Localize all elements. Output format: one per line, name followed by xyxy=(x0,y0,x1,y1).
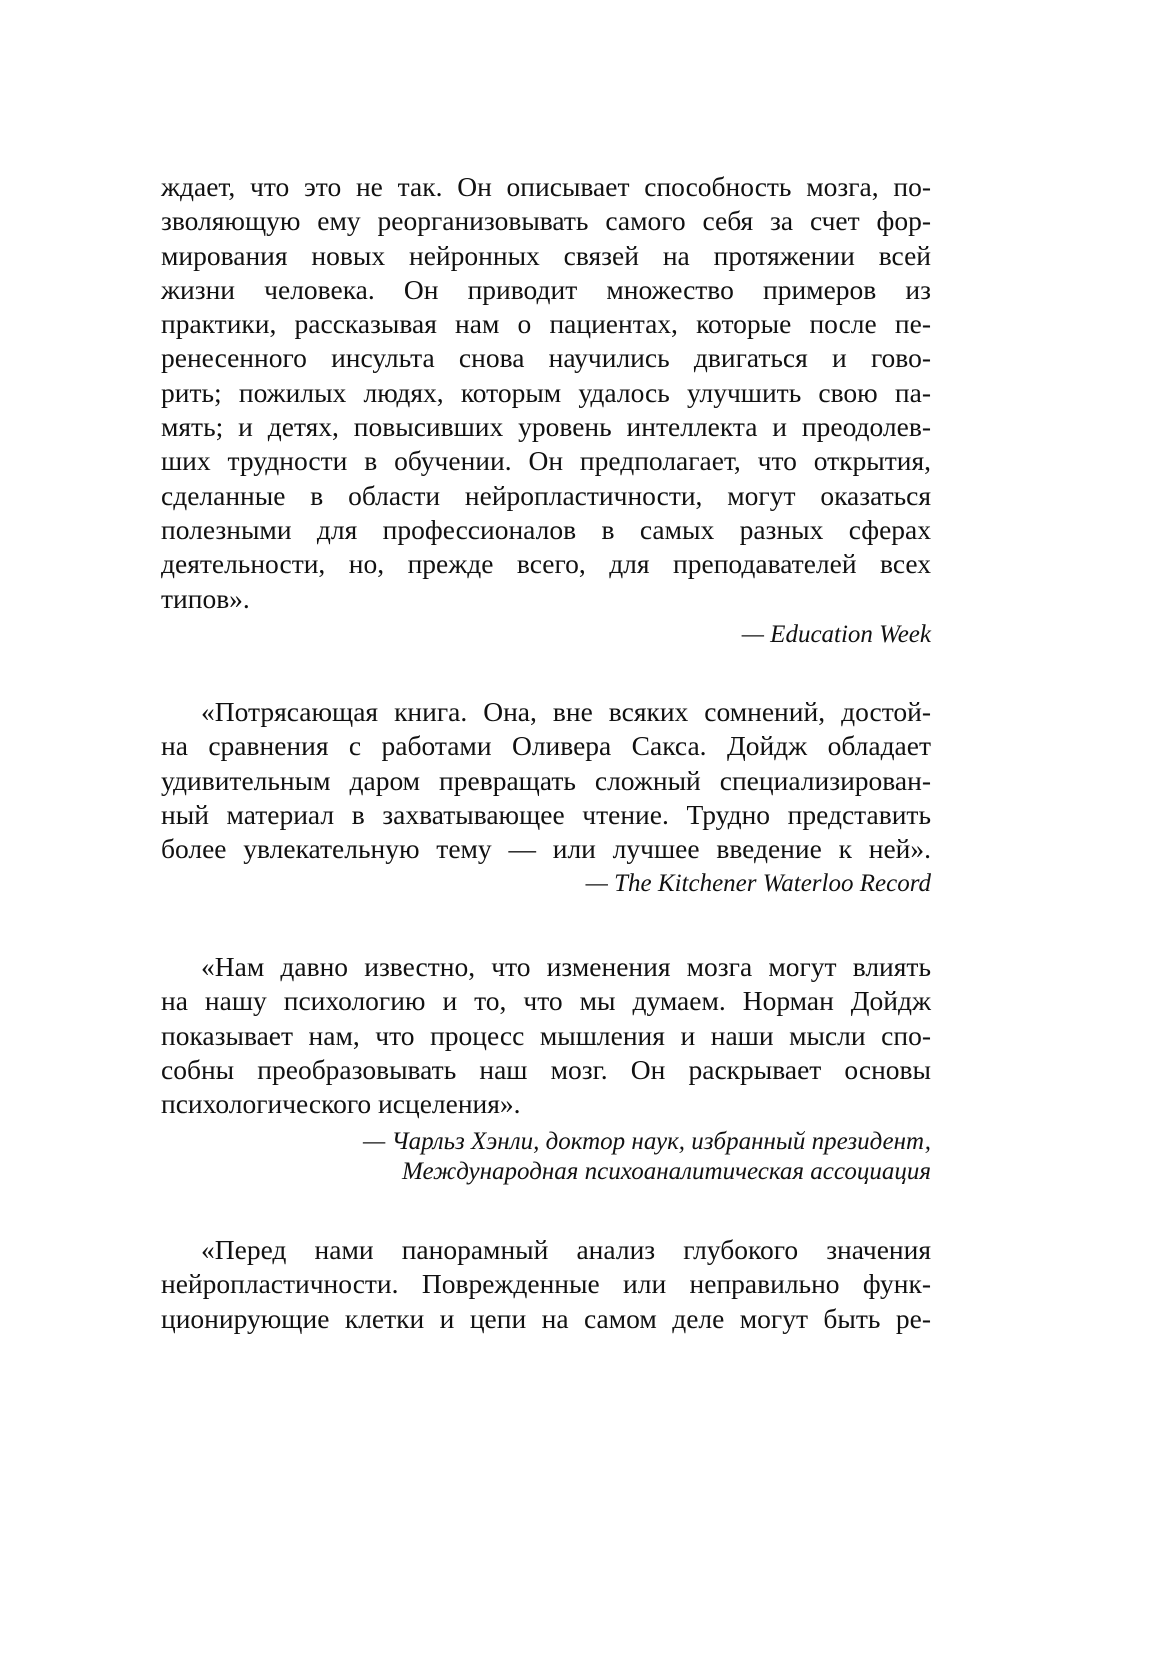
text-line: жизни человека. Он приводит множество примеров из xyxy=(161,273,931,305)
text-line: «Нам давно известно, что изменения мозга могут влиять xyxy=(201,951,931,982)
quote-text xyxy=(161,1233,931,1336)
quote-text xyxy=(161,695,931,866)
attribution: — Education Week xyxy=(741,620,931,648)
text-line: зволяющую ему реорганизовывать самого себя за счет фор- xyxy=(161,205,931,237)
text-line: ждает, что это не так. Он описывает способность мозга, по- xyxy=(161,171,931,202)
text-line: собны преобразовывать наш мозг. Он раскрывает основы xyxy=(161,1053,931,1085)
attribution-line-2: Международная психоаналитическая ассоциация xyxy=(402,1158,931,1186)
text-line: нейропластичности. Поврежденные или неправильно функ- xyxy=(161,1268,931,1300)
text-line: рить; пожилых людях, которым удалось улучшить свою па- xyxy=(161,376,931,408)
quote-text xyxy=(161,950,931,1121)
text-line: показывает нам, что процесс мышления и наши мысли спо- xyxy=(161,1019,931,1051)
quote-panoramic-analysis xyxy=(161,1233,931,1336)
text-line: практики, рассказывая нам о пациентах, которые после пе- xyxy=(161,308,931,340)
text-line: ционирующие клетки и цепи на самом деле могут быть ре- xyxy=(161,1302,931,1334)
quote-text xyxy=(161,170,931,616)
text-line: типов». xyxy=(161,582,250,614)
text-line: полезными для профессионалов в самых разных сферах xyxy=(161,513,931,545)
quote-charles-hanly xyxy=(161,950,931,1187)
text-line: ренесенного инсульта снова научились двигаться и гово- xyxy=(161,342,931,374)
text-line: на нашу психологию и то, что мы думаем. Норман Дойдж xyxy=(161,985,931,1017)
text-line: на сравнения с работами Оливера Сакса. Дойдж обладает xyxy=(161,730,931,762)
text-line: психологического исцеления». xyxy=(161,1088,521,1120)
text-line: более увлекательную тему — или лучшее введение к ней». xyxy=(161,833,931,865)
text-line: сделанные в области нейропластичности, могут оказаться xyxy=(161,479,931,511)
text-line: ный материал в захватывающее чтение. Трудно представить xyxy=(161,798,931,830)
text-line: «Перед нами панорамный анализ глубокого значения xyxy=(201,1234,931,1265)
text-line: удивительным даром превращать сложный специализирован- xyxy=(161,764,931,796)
text-line: деятельности, но, прежде всего, для преподавателей всех xyxy=(161,548,931,580)
attribution: — The Kitchener Waterloo Record xyxy=(585,870,931,898)
quote-education-week xyxy=(161,170,931,650)
quote-kitchener-waterloo-record xyxy=(161,695,931,899)
text-line: мирования новых нейронных связей на протяжении всей xyxy=(161,239,931,271)
text-line: мять; и детях, повысивших уровень интеллекта и преодолев- xyxy=(161,411,931,443)
text-line: «Потрясающая книга. Она, вне всяких сомнений, достой- xyxy=(201,696,931,727)
attribution-line-1: — Чарльз Хэнли, доктор наук, избранный президент, xyxy=(362,1128,931,1156)
text-line: ших трудности в обучении. Он предполагает, что открытия, xyxy=(161,445,931,477)
